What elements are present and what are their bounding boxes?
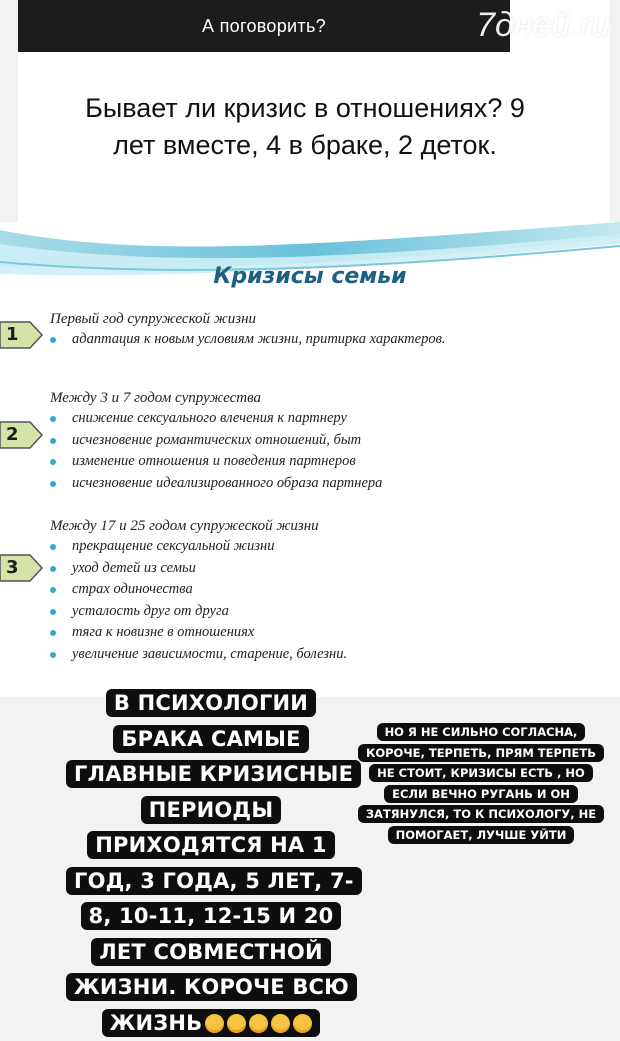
number-badge-2 xyxy=(0,420,44,450)
slide-title: Кризисы семьи xyxy=(213,264,407,289)
crisis-slide xyxy=(0,222,620,697)
caption-left-text: В ПСИХОЛОГИИ БРАКА САМЫЕ ГЛАВНЫЕ КРИЗИСНЫЕ ПЕРИОДЫ ПРИХОДЯТСЯ НА 1 ГОД, 3 ГОДА, 5 ЛЕТ, 7-8, 10-11, 12-15 И 20 ЛЕТ СОВМЕСТНОЙ ЖИЗНИ. КОРОЧЕ ВСЮ ЖИЗНЬ xyxy=(74,691,354,1035)
list-item: усталость друг от друга xyxy=(48,601,620,623)
question-text: Бывает ли кризис в отношениях? 9 лет вместе, 4 в браке, 2 деток. xyxy=(85,93,525,160)
laughing-emoji-icon xyxy=(227,1014,246,1033)
list-item: прекращение сексуальной жизни xyxy=(48,536,620,558)
number-badge-1 xyxy=(0,320,44,350)
list-item: исчезновение романтических отношений, быт xyxy=(48,430,620,452)
list-item: увеличение зависимости, старение, болезни. xyxy=(48,644,620,666)
list-item: изменение отношения и поведения партнеров xyxy=(48,451,620,473)
crisis-group-2 xyxy=(0,388,620,494)
crisis-group-3 xyxy=(0,516,620,665)
list-item: исчезновение идеализированного образа партнера xyxy=(48,473,620,495)
badge-number: 3 xyxy=(6,557,19,578)
question-sticker-header xyxy=(18,0,510,52)
site-watermark: 7дней.ru xyxy=(476,6,610,44)
list-item: тяга к новизне в отношениях xyxy=(48,622,620,644)
crisis-group-1 xyxy=(0,309,620,351)
question-sticker-label: А поговорить? xyxy=(202,15,326,36)
number-badge-3 xyxy=(0,553,44,583)
laughing-emoji-icon xyxy=(205,1014,224,1033)
caption-right-text: НО Я НЕ СИЛЬНО СОГЛАСНА, КОРОЧЕ, ТЕРПЕТЬ, ПРЯМ ТЕРПЕТЬ НЕ СТОИТ, КРИЗИСЫ ЕСТЬ , НО ЕСЛИ ВЕЧНО РУГАНЬ И ОН ЗАТЯНУЛСЯ, ТО К ПСИХОЛОГУ, НЕ ПОМОГАЕТ, ЛУЧШЕ УЙТИ xyxy=(358,723,604,844)
group-heading: Между 17 и 25 годом супружеской жизни xyxy=(50,518,319,534)
list-item: страх одиночества xyxy=(48,579,620,601)
list-item: адаптация к новым условиям жизни, притирка характеров. xyxy=(48,329,492,351)
list-item: уход детей из семьи xyxy=(48,558,620,580)
badge-number: 2 xyxy=(6,424,19,445)
list-item: снижение сексуального влечения к партнеру xyxy=(48,408,620,430)
group-heading: Первый год супружеской жизни xyxy=(50,311,257,327)
story-caption-left xyxy=(66,686,356,1041)
laughing-emoji-icon xyxy=(293,1014,312,1033)
badge-number: 1 xyxy=(6,324,19,345)
laughing-emoji-icon xyxy=(249,1014,268,1033)
group-heading: Между 3 и 7 годом супружества xyxy=(50,390,261,406)
laughing-emoji-icon xyxy=(271,1014,290,1033)
story-caption-right xyxy=(356,722,606,845)
